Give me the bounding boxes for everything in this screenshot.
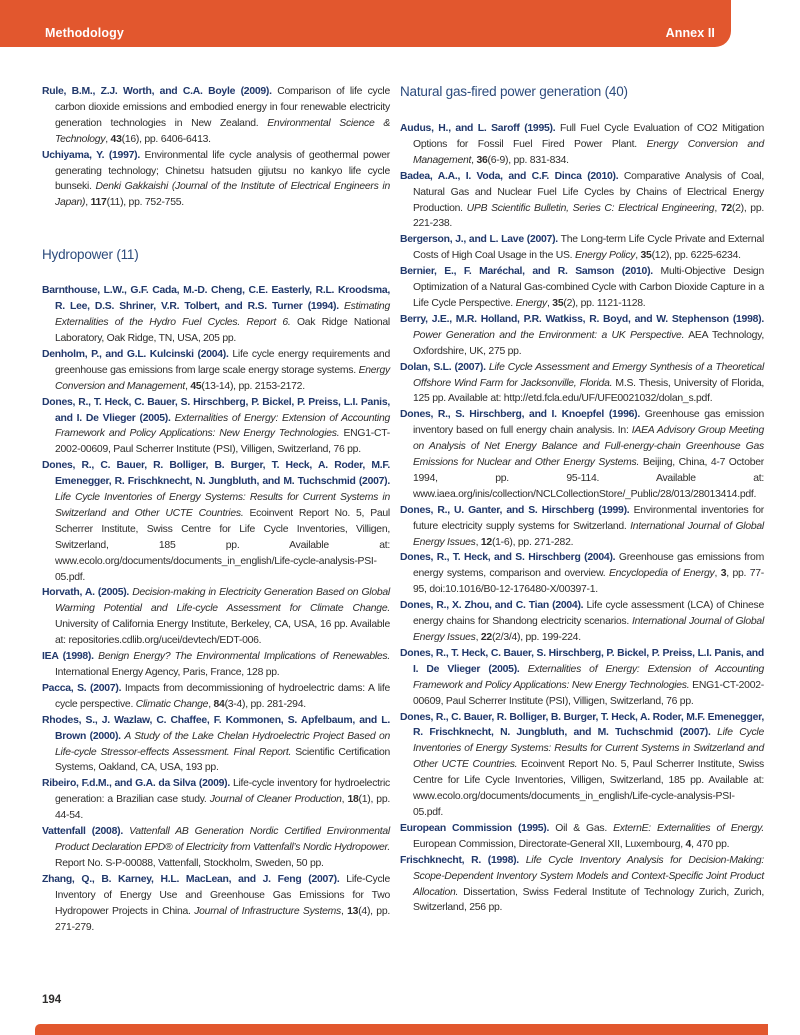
reference: Dones, R., X. Zhou, and C. Tian (2004). Life cycle assessment (LCA) of Chinese energy chains for Shandong electricity scenarios. International Journal of Global Energy Issues, 22(2/3/4), pp. 199-224.	[400, 600, 764, 643]
header-right-label: Annex II	[665, 26, 715, 40]
reference: Dones, R., T. Heck, C. Bauer, S. Hirschberg, P. Bickel, P. Preiss, L.I. Panis, and I. De Vlieger (2005). Externalities of Energy: Extension of Accounting Framework and Policy Applications: New Energy Technologies. ENG1-CT-2002-00609, Paul Scherrer Institute (PSI), Villigen, Switzerland, 76 pp.	[42, 396, 390, 456]
reference: Dolan, S.L. (2007). Life Cycle Assessment and Emergy Synthesis of a Theoretical Offshore Wind Farm for Jacksonville, Florida. M.S. Thesis, University of Florida, 125 pp. Available at: http://etd.fcla.edu/UF/UFE0021032/dolan_s.pdf.	[400, 361, 765, 405]
reference: Audus, H., and L. Saroff (1995). Full Fuel Cycle Evaluation of CO2 Mitigation Options for Fossil Fuel Fired Power Plant. Energy Conversion and Management, 36(6-9), pp. 831-834.	[400, 123, 765, 166]
reference: Berry, J.E., M.R. Holland, P.R. Watkiss, R. Boyd, and W. Stephenson (1998). Power Generation and the Environment: a UK Perspective. AEA Technology, Oxfordshire, UK, 275 pp.	[400, 313, 764, 357]
reference: Bernier, E., F. Maréchal, and R. Samson (2010). Multi-Objective Design Optimization of a Natural Gas-combined Cycle with Carbon Dioxide Capture in a Life Cycle Perspective. Energy, 35(2), pp. 1121-1128.	[400, 266, 764, 309]
reference: Dones, R., T. Heck, and S. Hirschberg (2004). Greenhouse gas emissions from energy systems, comparison and overview. Encyclopedia of Energy, 3, pp. 77-95, doi:10.1016/B0-12-176480-X/00397-1.	[400, 552, 765, 596]
reference: Denholm, P., and G.L. Kulcinski (2004). Life cycle energy requirements and greenhouse gas emissions from large scale energy storage systems. Energy Conversion and Management, 45(13-14), pp. 2153-2172.	[42, 348, 390, 392]
reference: European Commission (1995). Oil & Gas. ExternE: Externalities of Energy. European Commission, Directorate-General XII, Luxembourg, 4, 470 pp.	[400, 822, 764, 850]
reference: Zhang, Q., B. Karney, H.L. MacLean, and J. Feng (2007). Life-Cycle Inventory of Energy Use and Greenhouse Gas Emissions for Two Hydropower Projects in China. Journal of Infrastructure Systems, 13(4), pp. 271-279.	[42, 873, 390, 933]
header-left-label: Methodology	[45, 26, 124, 40]
left-column	[42, 84, 390, 935]
reference: Rule, B.M., Z.J. Worth, and C.A. Boyle (2009). Comparison of life cycle carbon dioxide emissions and embodied energy in four renewable electricity generation technologies in New Zealand. Environmental Science & Technology, 43(16), pp. 6406-6413.	[42, 86, 391, 145]
reference: Barnthouse, L.W., G.F. Cada, M.-D. Cheng, C.E. Easterly, R.L. Kroodsma, R. Lee, D.S. Shriner, V.R. Tolbert, and R.S. Turner (1994). Estimating Externalities of the Hydro Fuel Cycles. Report 6. Oak Ridge National Laboratory, Oak Ridge, TN, USA, 205 pp.	[42, 285, 390, 344]
right-column	[400, 84, 764, 935]
reference: Uchiyama, Y. (1997). Environmental life cycle analysis of geothermal power generating technology; Chinetsu hatsuden gijutsu no kankyo life cycle bunseki. Denki Gakkaishi (Journal of the Institute of Electrical Engineers in Japan), 117(11), pp. 752-755.	[42, 149, 390, 209]
reference: Bergerson, J., and L. Lave (2007). The Long-term Life Cycle Private and External Costs of High Coal Usage in the US. Energy Policy, 35(12), pp. 6225-6234.	[400, 234, 764, 262]
reference: Frischknecht, R. (1998). Life Cycle Inventory Analysis for Decision-Making: Scope-Dependent Inventory System Models and Context-Specific Joint Product Allocation. Dissertation, Swiss Federal Institute of Technology Zurich, Zurich, Switzerland, 256 pp.	[400, 854, 765, 914]
reference: Rhodes, S., J. Wazlaw, C. Chaffee, F. Kommonen, S. Apfelbaum, and L. Brown (2000). A Study of the Lake Chelan Hydroelectric Project Based on Life-cycle Stressor-effects Assessment. Final Report. Scientific Certification Systems, Oakland, CA, USA, 193 pp.	[42, 714, 391, 774]
reference: Dones, R., T. Heck, C. Bauer, S. Hirschberg, P. Bickel, P. Preiss, L.I. Panis, and I. De Vlieger (2005). Externalities of Energy: Extension of Accounting Framework and Policy Applications: New Energy Technologies. ENG1-CT-2002-00609, Paul Scherrer Institute (PSI), Villigen, Switzerland, 76 pp.	[400, 647, 765, 707]
reference: Dones, R., C. Bauer, R. Bolliger, B. Burger, T. Heck, A. Roder, M.F. Emenegger, R. Frischknecht, N. Jungbluth, and M. Tuchschmid (2007). Life Cycle Inventories of Energy Systems: Results for Current Systems in Switzerland and Other UCTE Countries. Ecoinvent Report No. 5, Paul Scherrer Institute, Swiss Centre for Life Cycle Inventories, Villigen, Switzerland, 185 pp. Available at: www.ecolo.org/documents/documents_in_english/Life-cycle-analysis-PSI-05.pdf.	[400, 711, 765, 818]
reference: Dones, R., C. Bauer, R. Bolliger, B. Burger, T. Heck, A. Roder, M.F. Emenegger, R. Frischknecht, N. Jungbluth, and M. Tuchschmid (2007). Life Cycle Inventories of Energy Systems: Results for Current Systems in Switzerland and Other UCTE Countries. Ecoinvent Report No. 5, Paul Scherrer Institute, Swiss Centre for Life Cycle Inventories, Villigen, Switzerland, 185 pp. Available at: www.ecolo.org/documents/documents_in_english/Life-cycle-analysis-PSI-05.pdf.	[42, 460, 390, 583]
references-content	[42, 84, 764, 935]
section-heading: Hydropower (11)	[42, 247, 139, 263]
section-heading: Natural gas-fired power generation (40)	[400, 84, 628, 99]
header-bar	[0, 0, 731, 47]
reference: Horvath, A. (2005). Decision-making in Electricity Generation Based on Global Warming Potential and Life-cycle Assessment for Climate Change. University of California Energy Institute, Berkeley, CA, USA, 16 pp. Available at: repositories.cdlib.org/ucei/devtech/EDT-006.	[42, 587, 390, 647]
reference: Vattenfall (2008). Vattenfall AB Generation Nordic Certified Environmental Product Declaration EPD® of Electricity from Vattenfall’s Nordic Hydropower. Report No. S-P-00088, Vattenfall, Stockholm, Sweden, 50 pp.	[42, 826, 390, 869]
reference: Ribeiro, F.d.M., and G.A. da Silva (2009). Life-cycle inventory for hydroelectric generation: a Brazilian case study. Journal of Cleaner Production, 18(1), pp. 44-54.	[42, 778, 391, 822]
reference: Pacca, S. (2007). Impacts from decommissioning of hydroelectric dams: A life cycle perspective. Climatic Change, 84(3-4), pp. 281-294.	[42, 682, 390, 710]
page-number: 194	[42, 994, 62, 1006]
reference: Dones, R., S. Hirschberg, and I. Knoepfel (1996). Greenhouse gas emission inventory based on full energy chain analysis. In: IAEA Advisory Group Meeting on Analysis of Net Energy Balance and Full-energy-chain Greenhouse Gas Emissions for Nuclear and Other Energy Systems. Beijing, China, 4-7 October 1994, pp. 95-114. Available at: www.iaea.org/inis/collection/NCLCollectionStore/_Public/28/013/28013414.pdf.	[400, 409, 765, 500]
reference: Dones, R., U. Ganter, and S. Hirschberg (1999). Environmental inventories for future electricity supply systems for Switzerland. International Journal of Global Energy Issues, 12(1-6), pp. 271-282.	[400, 504, 765, 548]
footer-bar	[35, 1024, 768, 1035]
reference: IEA (1998). Benign Energy? The Environmental Implications of Renewables. International Energy Agency, Paris, France, 128 pp.	[42, 651, 391, 678]
reference: Badea, A.A., I. Voda, and C.F. Dinca (2010). Comparative Analysis of Coal, Natural Gas and Nuclear Fuel Life Cycles by Chains of Electrical Energy Production. UPB Scientific Bulletin, Series C: Electrical Engineering, 72(2), pp. 221-238.	[400, 170, 764, 230]
